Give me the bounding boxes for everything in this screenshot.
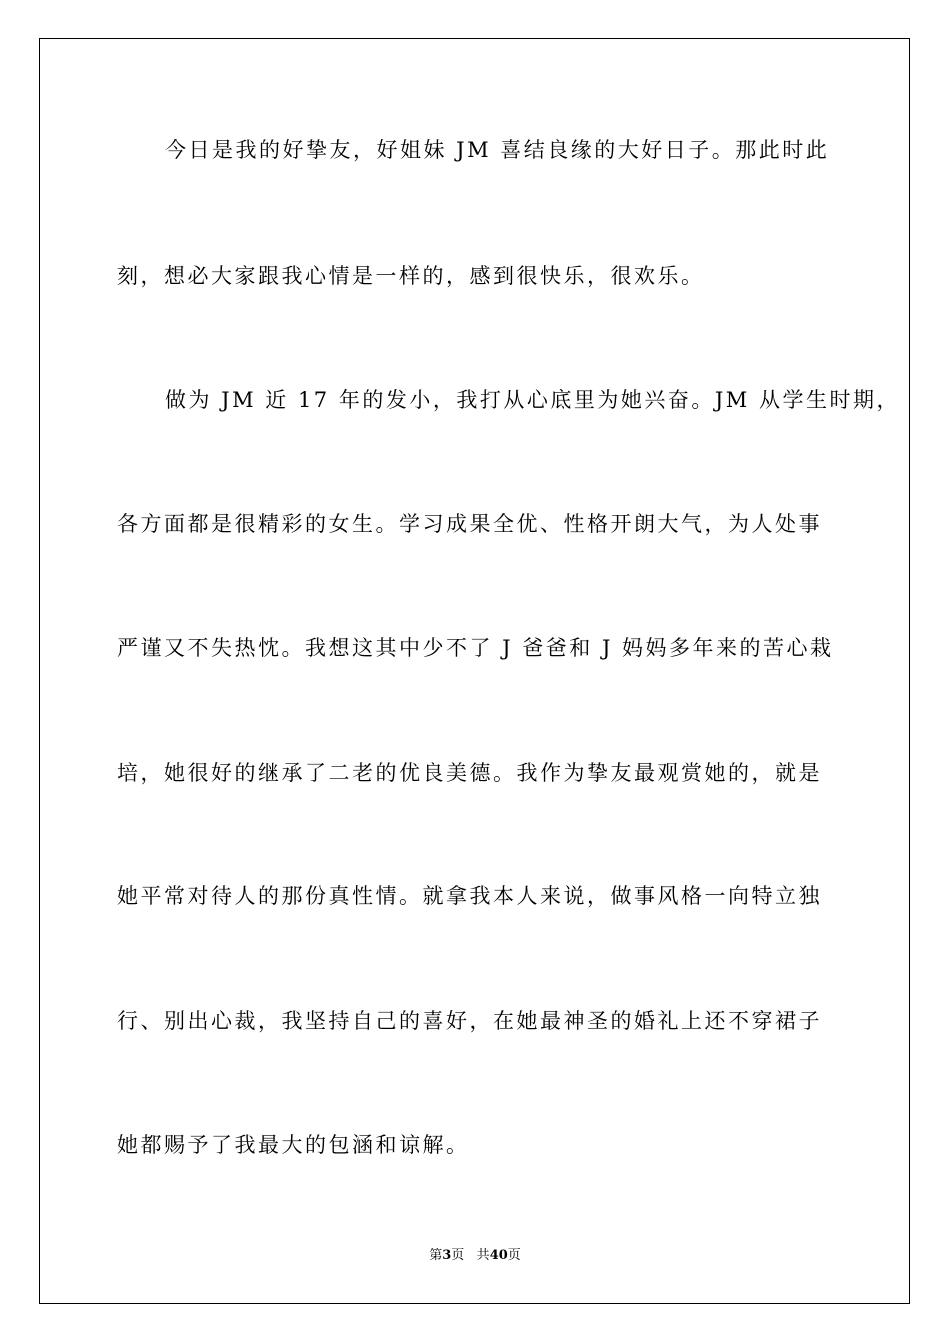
page-prefix: 第: [429, 1248, 443, 1263]
paragraph-2-line-3: 严谨又不失热忱。我想这其中少不了 J 爸爸和 J 妈妈多年来的苦心栽: [117, 636, 834, 660]
paragraph-1-line-1: 今日是我的好挚友，好姐妹 JM 喜结良缘的大好日子。那此时此: [165, 138, 830, 162]
paragraph-2-line-2: 各方面都是很精彩的女生。学习成果全优、性格开朗大气，为人处事: [117, 512, 822, 536]
page-total: 40: [489, 1248, 508, 1263]
paragraph-2-line-6: 行、别出心裁，我坚持自己的喜好，在她最神圣的婚礼上还不穿裙子: [117, 1009, 822, 1033]
total-prefix: 共: [476, 1248, 490, 1263]
paragraph-2-line-1: 做为 JM 近 17 年的发小，我打从心底里为她兴奋。JM 从学生时期，: [165, 388, 900, 412]
page-current: 3: [442, 1248, 452, 1263]
page-footer: [0, 1248, 950, 1264]
paragraph-2-line-5: 她平常对待人的那份真性情。就拿我本人来说，做事风格一向特立独: [117, 884, 822, 908]
paragraph-2-line-7: 她都赐予了我最大的包涵和谅解。: [117, 1133, 470, 1157]
page-suffix: 页: [451, 1248, 465, 1263]
total-suffix: 页: [507, 1248, 521, 1263]
paragraph-1-line-2: 刻，想必大家跟我心情是一样的，感到很快乐，很欢乐。: [117, 264, 705, 288]
paragraph-2-line-4: 培，她很好的继承了二老的优良美德。我作为挚友最观赏她的，就是: [117, 761, 822, 785]
page-border: [39, 38, 910, 1304]
